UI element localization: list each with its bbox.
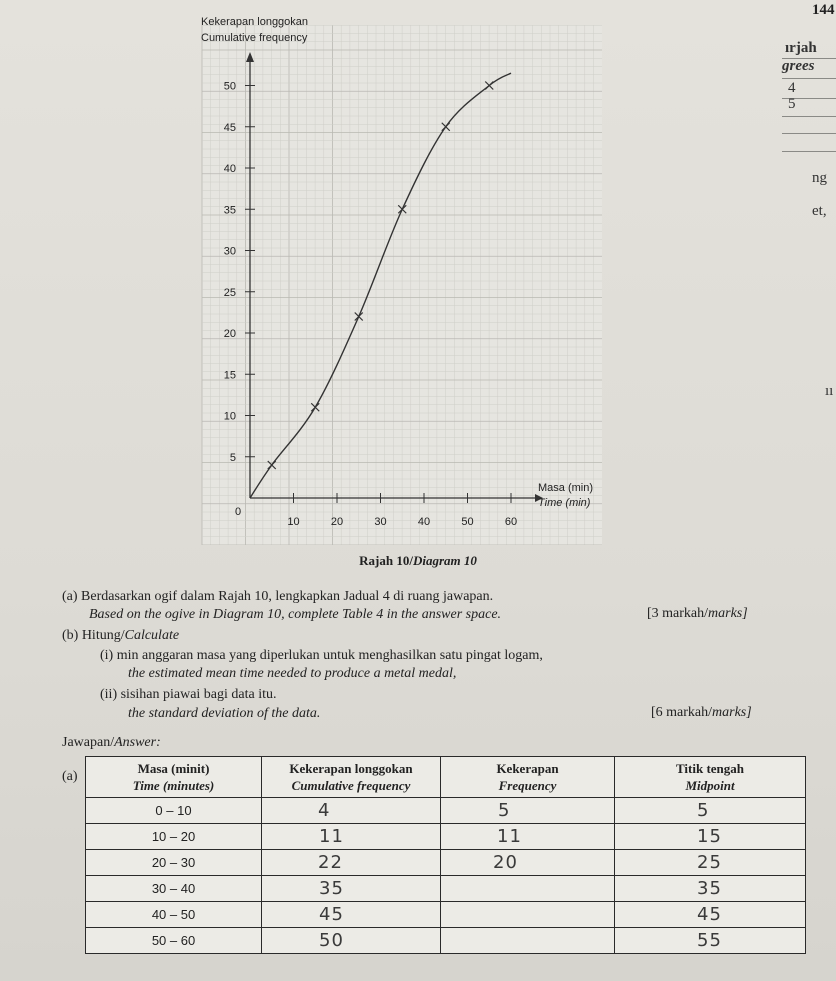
x-axis-label: Masa (min) [538,482,594,494]
side-rule [782,151,836,152]
side-fragment-2: grees [782,58,815,74]
y-tick-label: 40 [223,163,236,175]
frequency-cell[interactable] [441,824,615,850]
marks-en: marks] [708,606,748,621]
frequency-cell[interactable] [441,928,615,954]
cumulative-cell[interactable] [262,824,441,850]
diagram-caption [0,553,836,569]
x-axis-label-en: Time (min) [538,497,591,509]
table-row [86,850,806,876]
x-tick-label: 60 [504,516,518,528]
interval-cell: 50 – 60 [86,928,262,954]
header-midpoint-ms: Titik tengah [675,761,745,776]
midpoint-cell[interactable] [615,850,806,876]
caption-ms: Rajah 10/ [359,553,413,568]
handwritten-value: 35 [319,878,344,899]
x-tick-label: 40 [417,516,431,528]
ogive-chart [195,0,615,545]
handwritten-value: 5 [498,800,511,821]
question-b1-ms: (i) min anggaran masa yang diperlukan untuk menghasilkan satu pingat logam, [100,648,543,663]
table-row [86,824,806,850]
header-midpoint-en: Midpoint [685,778,735,793]
y-tick-label: 50 [223,80,236,93]
question-b-marks [651,705,752,721]
interval-cell: 0 – 10 [86,798,262,824]
cumulative-cell[interactable] [262,928,441,954]
side-fragment-7: ıı [825,383,834,399]
y-tick-label: 45 [223,121,236,134]
y-tick-label: 30 [223,245,236,258]
side-fragment-4: 5 [788,96,796,112]
frequency-cell[interactable] [441,876,615,902]
table-row [86,902,806,928]
header-time-ms: Masa (minit) [137,761,210,776]
side-rule [782,133,836,134]
answer-heading [62,734,161,752]
handwritten-value: 15 [697,826,722,847]
question-a-marks [647,606,748,622]
handwritten-value: 11 [319,826,344,847]
cumulative-cell[interactable] [262,850,441,876]
midpoint-cell[interactable] [615,798,806,824]
header-time-en: Time (minutes) [132,778,215,793]
table-row [86,798,806,824]
side-rule [782,116,836,117]
page-number: 144 [812,2,835,18]
midpoint-cell[interactable] [615,902,806,928]
question-a-en: Based on the ogive in Diagram 10, complete Table 4 in the answer space. [89,607,502,622]
cumulative-cell[interactable] [262,798,441,824]
question-a-ms: (a) Berdasarkan ogif dalam Rajah 10, lengkapkan Jadual 4 di ruang jawapan. [62,589,494,604]
midpoint-cell[interactable] [615,824,806,850]
question-b2-en: the standard deviation of the data. [128,706,321,721]
frequency-cell[interactable] [441,798,615,824]
handwritten-value: 55 [697,930,722,951]
handwritten-value: 4 [318,800,331,821]
question-b2-ms: (ii) sisihan piawai bagi data itu. [100,687,277,702]
table-row [86,928,806,954]
chart-title: Kekerapan longgokan [201,16,309,28]
y-axis-label: Cumulative frequency [201,32,308,44]
answer-en: Answer: [114,735,161,750]
midpoint-cell[interactable] [615,928,806,954]
frequency-cell[interactable] [441,850,615,876]
cumulative-cell[interactable] [262,902,441,928]
header-cumulative-ms: Kekerapan longgokan [289,761,413,776]
x-tick-label: 10 [287,516,300,528]
table-row [86,876,806,902]
x-tick-label: 20 [330,516,344,528]
answer-part-label: (a) [62,769,78,784]
handwritten-value: 45 [319,904,344,925]
header-frequency-en: Frequency [498,778,557,793]
caption-en: Diagram 10 [412,553,477,568]
marks-en: marks] [712,705,752,720]
midpoint-cell[interactable] [615,876,806,902]
y-tick-label: 5 [229,451,236,464]
interval-cell: 40 – 50 [86,902,262,928]
y-tick-label: 10 [223,410,236,423]
header-frequency-ms: Kekerapan [496,761,559,776]
frequency-table [85,756,806,954]
header-cumulative-en: Cumulative frequency [291,778,411,793]
interval-cell: 20 – 30 [86,850,262,876]
y-tick-label: 15 [223,369,236,382]
origin-label: 0 [235,506,242,518]
frequency-cell[interactable] [441,902,615,928]
side-fragment-1: ırjah [785,40,817,56]
handwritten-value: 5 [697,800,710,821]
cumulative-cell[interactable] [262,876,441,902]
side-rule [782,78,836,79]
handwritten-value: 35 [697,878,722,899]
handwritten-value: 45 [697,904,722,925]
side-fragment-6: et, [812,203,827,219]
handwritten-value: 20 [493,852,518,873]
interval-cell: 30 – 40 [86,876,262,902]
handwritten-value: 11 [497,826,522,847]
question-b-en: Calculate [124,628,180,643]
interval-cell: 10 – 20 [86,824,262,850]
handwritten-value: 50 [319,930,344,951]
side-fragment-5: ng [812,170,827,186]
header-frequency [441,757,615,798]
x-tick-label: 30 [374,516,387,528]
handwritten-value: 22 [318,852,343,873]
side-fragment-3: 4 [788,80,796,96]
x-tick-label: 50 [461,516,474,528]
y-tick-label: 25 [223,286,236,299]
marks-ms: [6 markah/ [651,705,713,720]
table-header-row [86,757,806,798]
answer-ms: Jawapan/ [62,735,115,750]
header-midpoint [615,757,806,798]
y-tick-label: 20 [223,328,236,340]
handwritten-value: 25 [697,852,722,873]
y-tick-label: 35 [223,204,236,217]
header-time [86,757,262,798]
marks-ms: [3 markah/ [647,606,709,621]
question-b1-en: the estimated mean time needed to produce a metal medal, [128,666,457,681]
question-b [62,627,179,645]
header-cumulative [262,757,441,798]
question-b-ms: (b) Hitung/ [62,628,125,643]
